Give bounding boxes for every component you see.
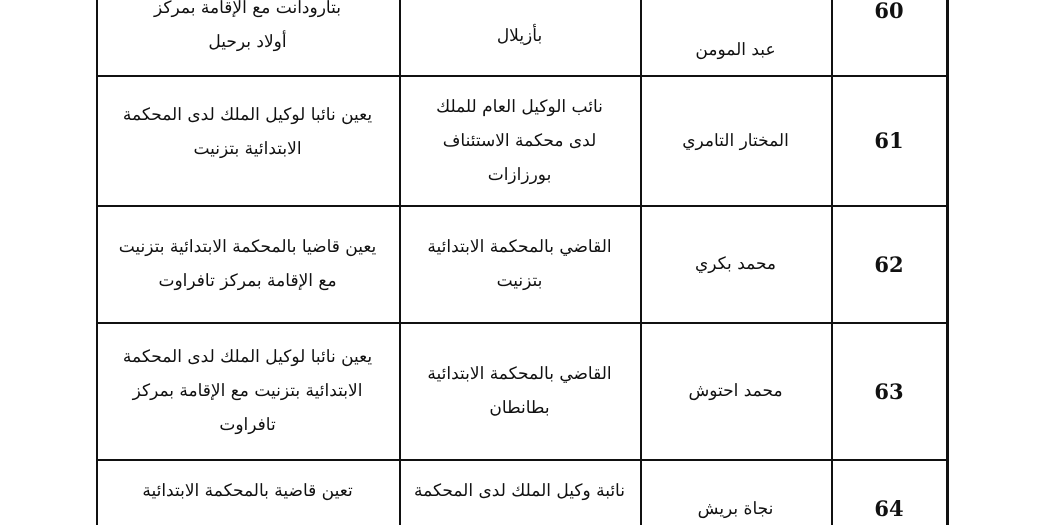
person-name: نجاة بريش [697, 499, 774, 519]
row-number: 63 [874, 378, 904, 404]
row-number: 62 [874, 251, 904, 277]
person-name: محمد احتوش [688, 381, 783, 401]
person-name: محمد بكري [694, 254, 777, 274]
new-assignment: يعين قاضيا بالمحكمة الابتدائية بتزنيت مع الإقامة بمركز تافراوت [118, 237, 377, 291]
new-assignment: بتارودانت مع الإقامة بمركز أولاد برحيل [154, 0, 341, 52]
current-position: القاضي بالمحكمة الابتدائية بتزنيت [427, 237, 612, 291]
row-number: 61 [874, 128, 904, 153]
row-number: 60 [874, 0, 904, 23]
current-position: نائبة وكيل الملك لدى المحكمة [414, 481, 625, 501]
current-position: القاضي بالمحكمة الابتدائية بطانطان [427, 364, 612, 418]
person-name: عبد المومن [695, 40, 776, 60]
new-assignment: يعين نائبا لوكيل الملك لدى المحكمة الابتدائية بتزنيت [122, 105, 373, 159]
new-assignment: تعين قاضية بالمحكمة الابتدائية [142, 481, 353, 501]
table-border-right [946, 0, 949, 525]
current-position: بأزيلال [496, 26, 543, 46]
table-row-divider [96, 459, 948, 461]
current-position: نائب الوكيل العام للملك لدى محكمة الاستئناف بورزازات [436, 96, 603, 185]
person-name: المختار التامري [682, 130, 789, 151]
new-assignment: يعين نائبا لوكيل الملك لدى المحكمة الابتدائية بتزنيت مع الإقامة بمركز تافراوت [122, 347, 373, 435]
row-number: 64 [874, 495, 904, 521]
